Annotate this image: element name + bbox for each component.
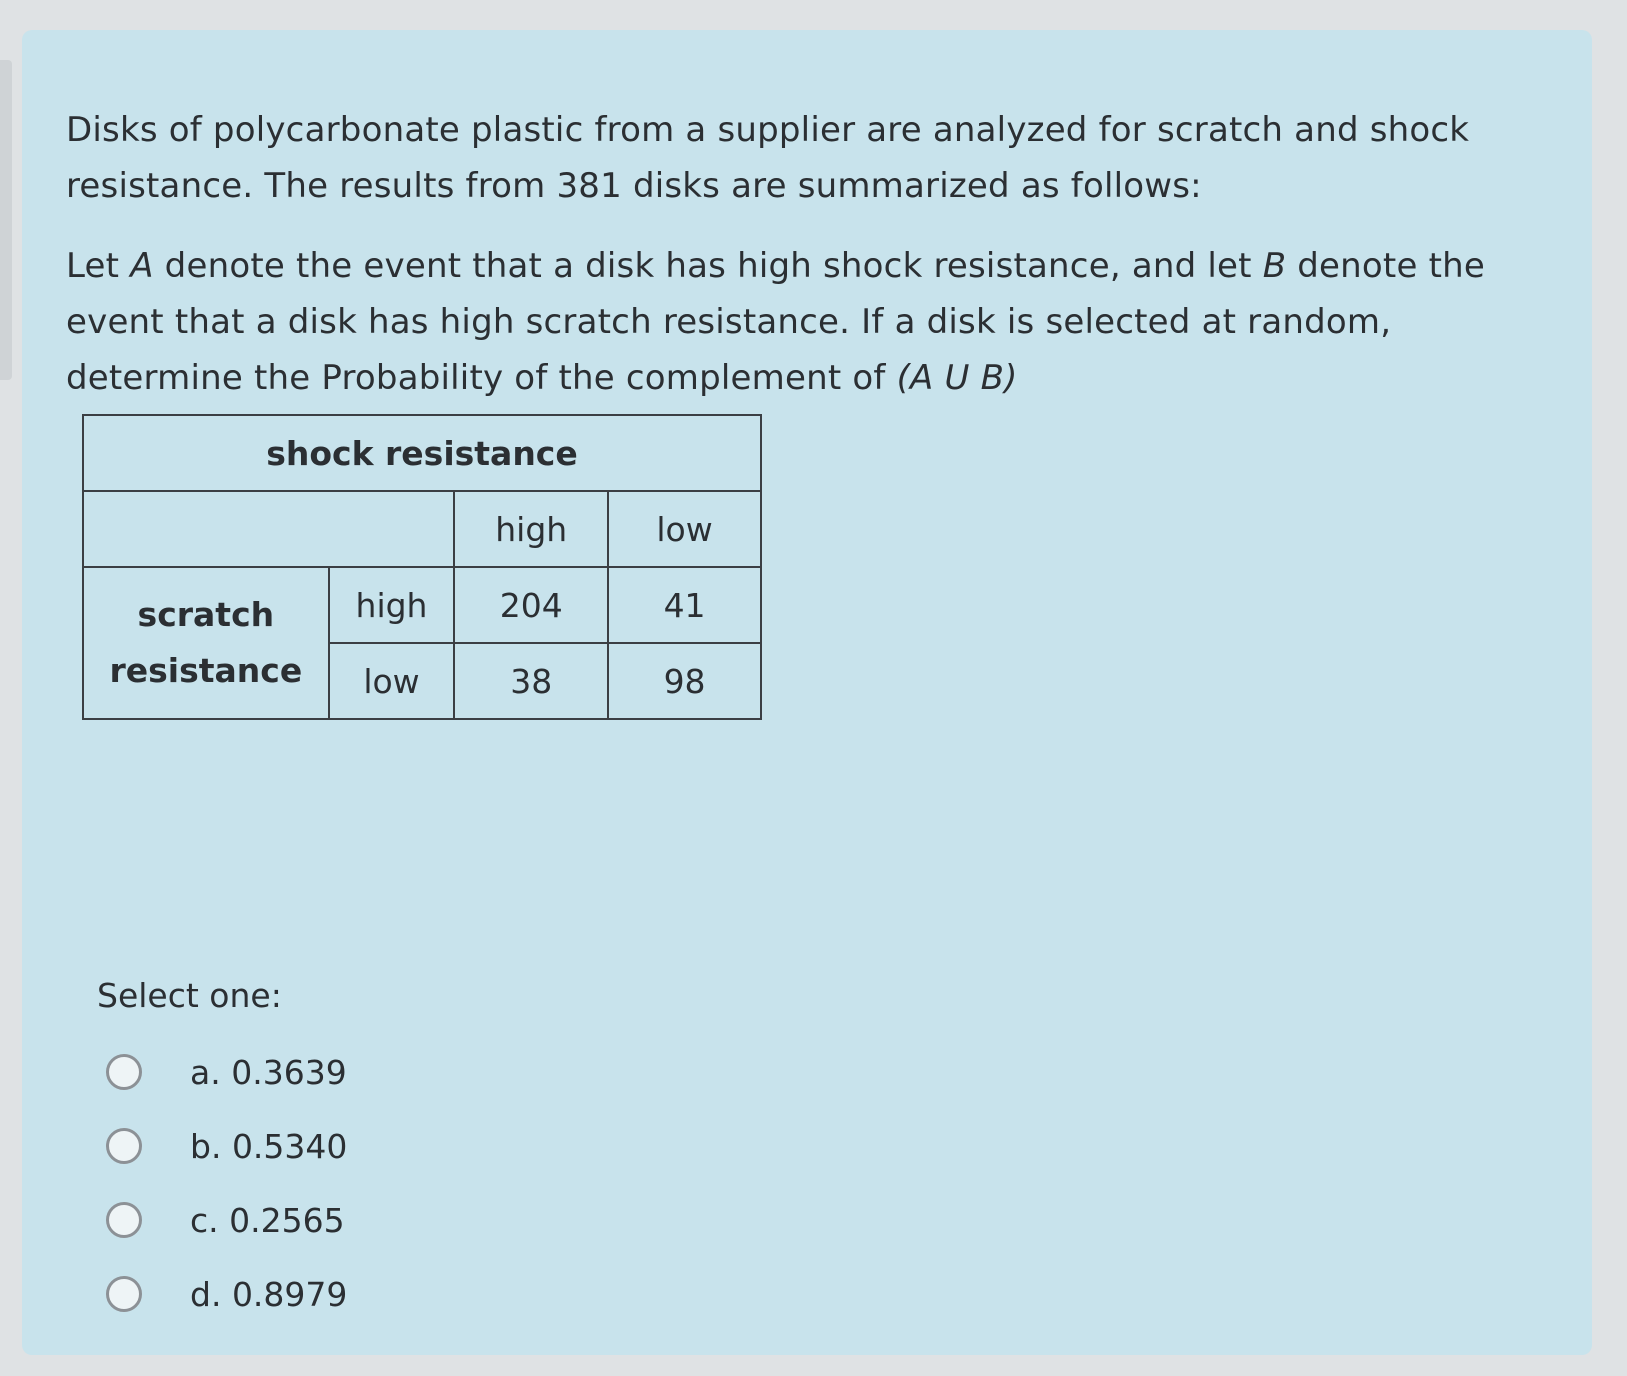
question-text: [66, 102, 1516, 430]
event-a-symbol: A: [130, 246, 154, 286]
answer-options: [106, 1035, 347, 1331]
row-label-low: low: [329, 643, 455, 719]
row-group-header: scratch resistance: [83, 567, 329, 719]
table-cell: 98: [608, 643, 761, 719]
table-row: [83, 567, 761, 643]
column-group-header: shock resistance: [83, 415, 761, 491]
option-a-label: a. 0.3639: [190, 1052, 347, 1092]
radio-button-c[interactable]: [106, 1202, 142, 1238]
radio-button-b[interactable]: [106, 1128, 142, 1164]
row-label-high: high: [329, 567, 455, 643]
option-a[interactable]: [106, 1035, 347, 1109]
union-expression: (A U B): [896, 358, 1018, 398]
option-b-label: b. 0.5340: [190, 1126, 348, 1166]
table-cell: 41: [608, 567, 761, 643]
option-c-label: c. 0.2565: [190, 1200, 345, 1240]
column-header-high: high: [454, 491, 608, 567]
table-cell: 204: [454, 567, 608, 643]
empty-corner-cell: [83, 491, 454, 567]
column-header-low: low: [608, 491, 761, 567]
question-intro: Disks of polycarbonate plastic from a supplier are analyzed for scratch and shock resistance. The results from 381 disks are summarized as follows:: [66, 110, 1470, 206]
side-scroll-strip: [0, 60, 12, 380]
option-d[interactable]: [106, 1257, 347, 1331]
table-row: [83, 415, 761, 491]
option-d-label: d. 0.8979: [190, 1274, 348, 1314]
select-one-label: Select one:: [97, 976, 282, 1015]
option-c[interactable]: [106, 1183, 347, 1257]
question-card: [22, 30, 1592, 1355]
contingency-table: [82, 414, 762, 720]
table-row: [83, 491, 761, 567]
table-cell: 38: [454, 643, 608, 719]
question-prompt: Let A denote the event that a disk has high shock resistance, and let B denote the event that a disk has high scratch resistance. If a disk is selected at random, determine the Probability of the complement of (A U B): [66, 246, 1485, 398]
option-b[interactable]: [106, 1109, 347, 1183]
radio-button-d[interactable]: [106, 1276, 142, 1312]
radio-button-a[interactable]: [106, 1054, 142, 1090]
event-b-symbol: B: [1262, 246, 1287, 286]
